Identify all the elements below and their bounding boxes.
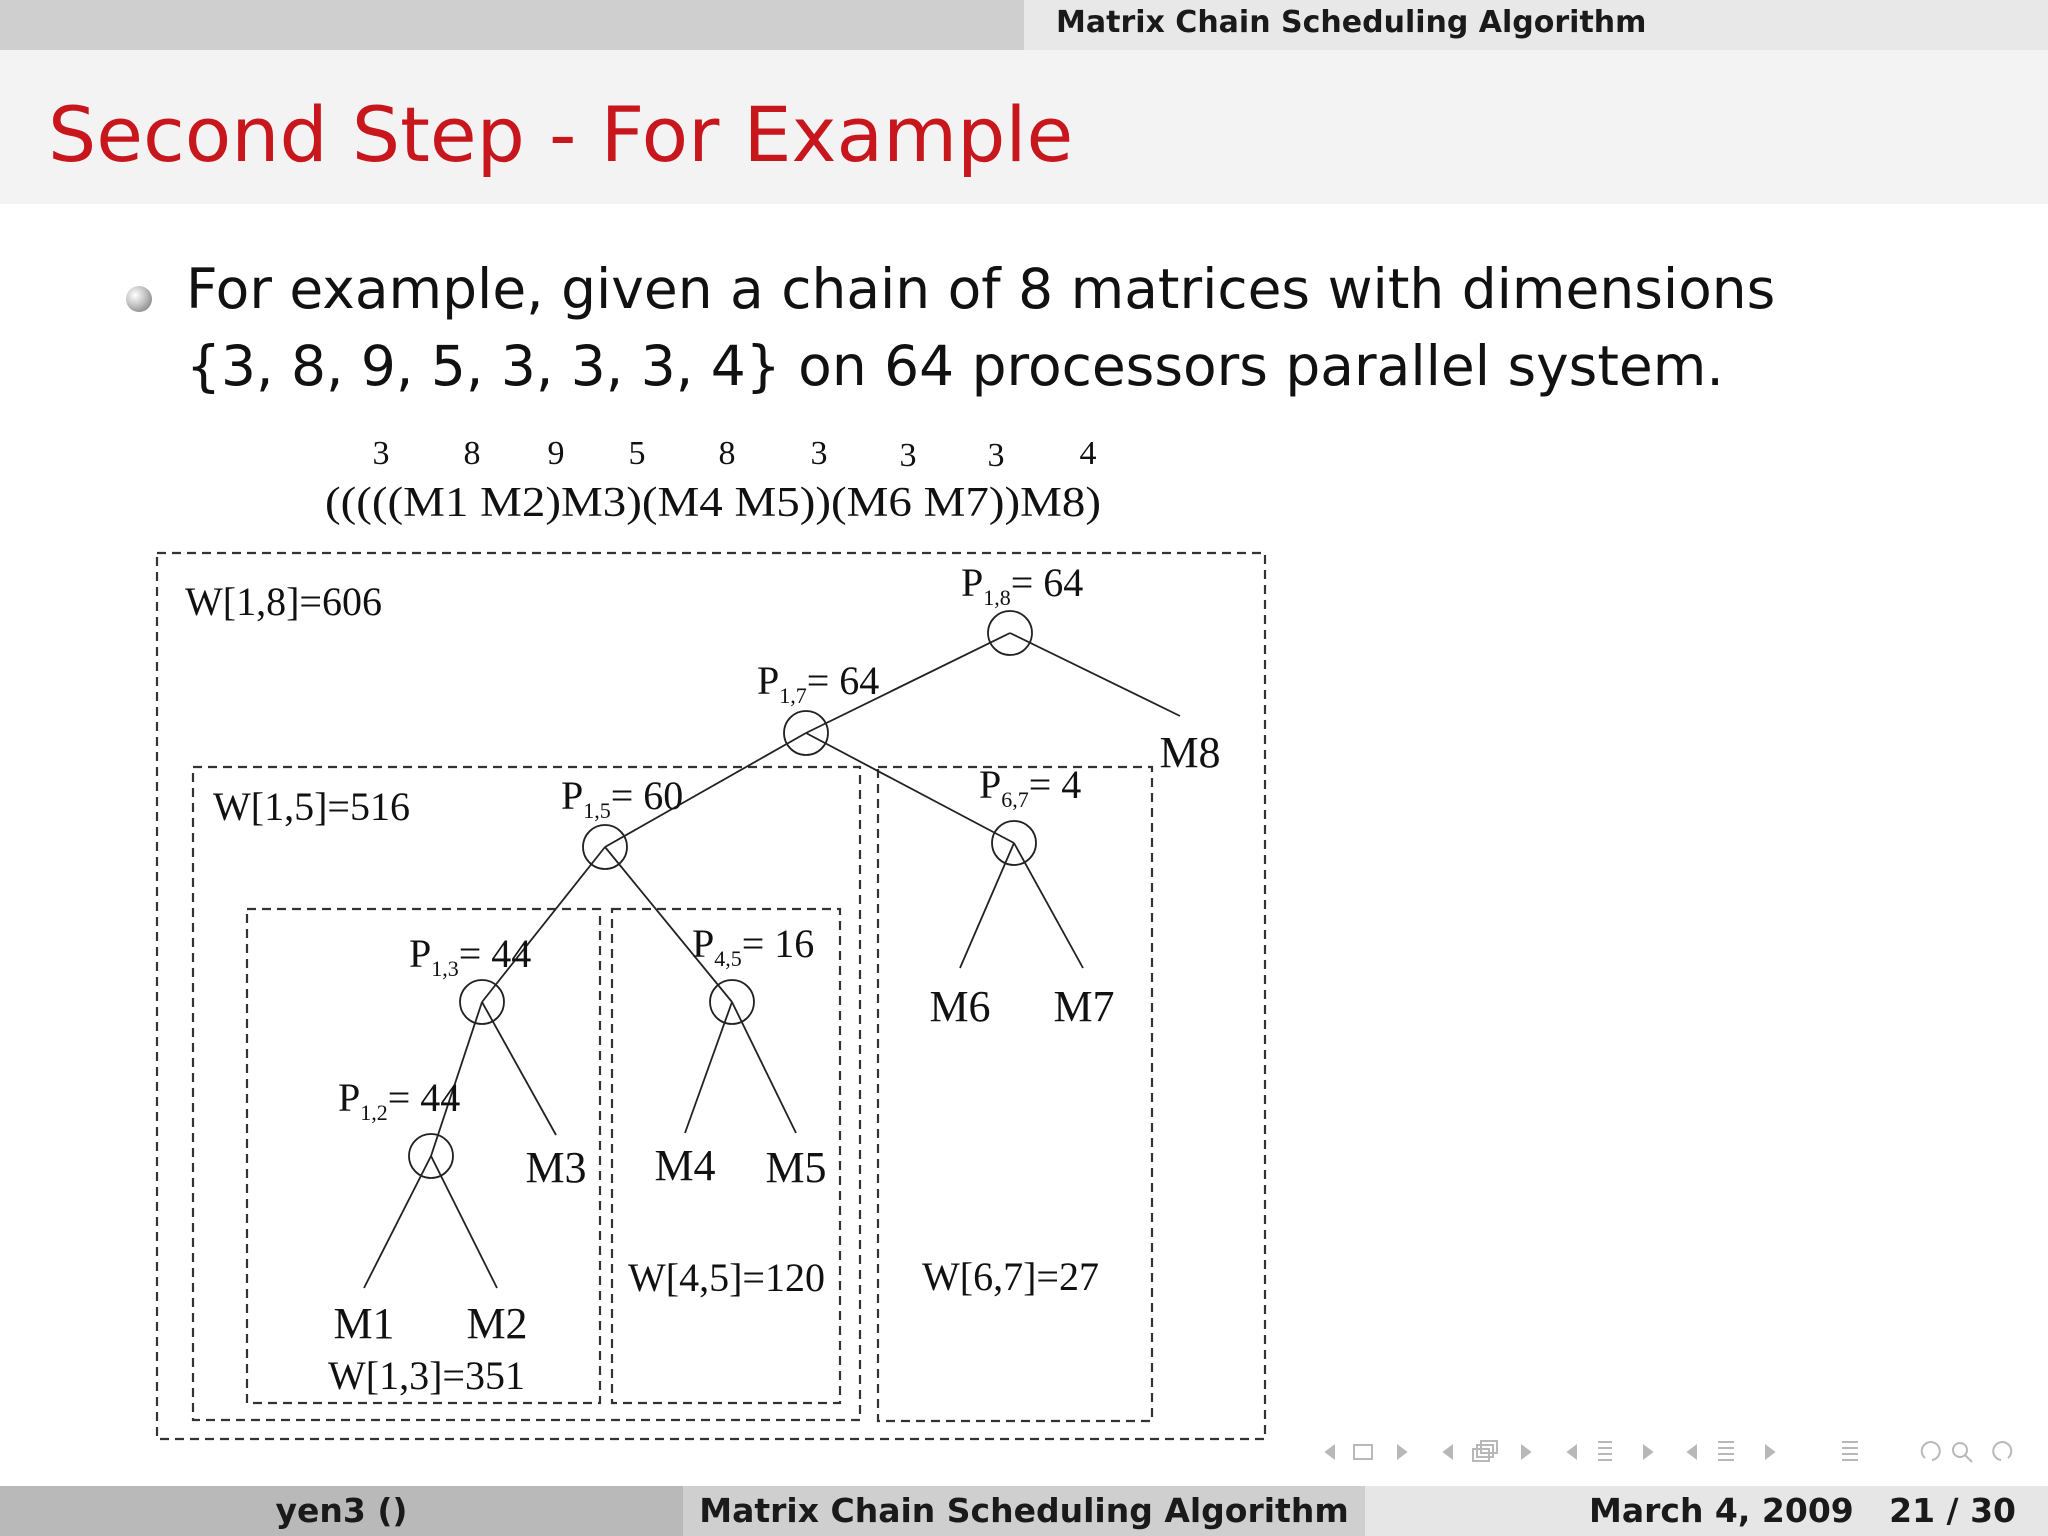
undo-icon[interactable] [1922,1442,1940,1460]
bullet-line-2: {3, 8, 9, 5, 3, 3, 3, 4} on 64 processors parallel system. [186,334,1724,398]
frame-nav[interactable] [1326,1445,1406,1459]
proc-label-p17 [757,658,879,708]
section-nav[interactable] [1568,1442,1652,1460]
nav-next-arrow-icon[interactable] [1644,1446,1652,1458]
footer-date: March 4, 2009 [1589,1491,1854,1530]
proc-letter: P [692,921,715,966]
leaf-m7: M7 [1053,982,1115,1031]
proc-letter: P [757,658,780,703]
nav-prev-arrow-icon[interactable] [1688,1446,1696,1458]
footer-page-number: 21 / 30 [1889,1491,2016,1530]
dim-label: 8 [463,435,481,472]
proc-subscript: 1,5 [583,798,611,823]
proc-value: = 64 [806,658,880,703]
section-icon[interactable] [1718,1442,1734,1460]
leaf-m8: M8 [1159,728,1221,777]
parenthesization-expression: (((((M1 M2)M3)(M4 M5))(M6 M7))M8) [325,480,1101,526]
proc-value: = 64 [1010,560,1084,605]
nav-prev-arrow-icon[interactable] [1326,1446,1334,1458]
search-icon[interactable] [1953,1443,1967,1457]
work-label-w45: W[4,5]=120 [628,1255,825,1300]
nav-prev-arrow-icon[interactable] [1444,1446,1452,1458]
align-icon[interactable] [1842,1442,1858,1460]
search-nav[interactable] [1922,1442,2011,1462]
dim-label: 3 [810,435,828,472]
proc-label-p67 [979,762,1081,812]
work-label-w18: W[1,8]=606 [185,579,382,624]
proc-subscript: 1,2 [360,1100,388,1125]
proc-subscript: 1,7 [779,683,807,708]
navigation-symbols [1310,1430,2030,1474]
leaf-m5: M5 [765,1143,827,1192]
document-nav[interactable] [1688,1442,1774,1460]
proc-label-p18 [961,560,1083,610]
nav-prev-arrow-icon[interactable] [1568,1446,1576,1458]
proc-letter: P [409,931,432,976]
leaf-m1: M1 [333,1299,395,1348]
slide-title: Second Step - For Example [48,90,1074,179]
proc-letter: P [979,762,1002,807]
header-section-right[interactable]: Matrix Chain Scheduling Algorithm [1056,5,1647,40]
proc-value: = 44 [387,1075,461,1120]
dim-label: 3 [987,437,1005,474]
footer-right [1365,1486,2048,1536]
nav-next-arrow-icon[interactable] [1398,1446,1406,1458]
dim-label: 5 [628,435,646,472]
dim-label: 3 [372,435,390,472]
proc-value: = 16 [741,921,815,966]
proc-letter: P [561,773,584,818]
proc-value: = 60 [610,773,684,818]
bullet-line-1: For example, given a chain of 8 matrices with dimensions [186,257,1776,321]
dim-label: 9 [547,435,565,472]
proc-label-p12 [338,1075,460,1125]
redo-icon[interactable] [1993,1442,2011,1460]
footer-title[interactable]: Matrix Chain Scheduling Algorithm [683,1486,1365,1536]
proc-subscript: 6,7 [1001,787,1029,812]
work-label-w15: W[1,5]=516 [213,784,410,829]
leaf-m3: M3 [525,1143,587,1192]
proc-letter: P [338,1075,361,1120]
proc-subscript: 1,8 [983,585,1011,610]
footer-bar [0,1486,2048,1536]
proc-subscript: 4,5 [714,946,742,971]
proc-label-p45 [692,921,814,971]
frame-icon[interactable] [1354,1445,1372,1459]
work-label-w13: W[1,3]=351 [328,1353,525,1398]
section-icon[interactable] [1598,1442,1612,1460]
proc-value: = 44 [458,931,532,976]
nav-next-arrow-icon[interactable] [1766,1446,1774,1458]
nav-next-arrow-icon[interactable] [1522,1446,1530,1458]
leaf-m4: M4 [654,1141,716,1190]
dim-label: 4 [1079,435,1097,472]
proc-subscript: 1,3 [431,956,459,981]
proc-label-p13 [409,931,531,981]
proc-value: = 4 [1028,762,1082,807]
proc-letter: P [961,560,984,605]
leaf-m2: M2 [466,1299,528,1348]
dim-label: 8 [718,435,736,472]
proc-label-p15 [561,773,683,823]
leaf-m6: M6 [929,982,991,1031]
footer-author[interactable]: yen3 () [0,1486,683,1536]
work-label-w67: W[6,7]=27 [922,1254,1099,1299]
dim-label: 3 [899,437,917,474]
subsection-nav[interactable] [1444,1441,1530,1461]
